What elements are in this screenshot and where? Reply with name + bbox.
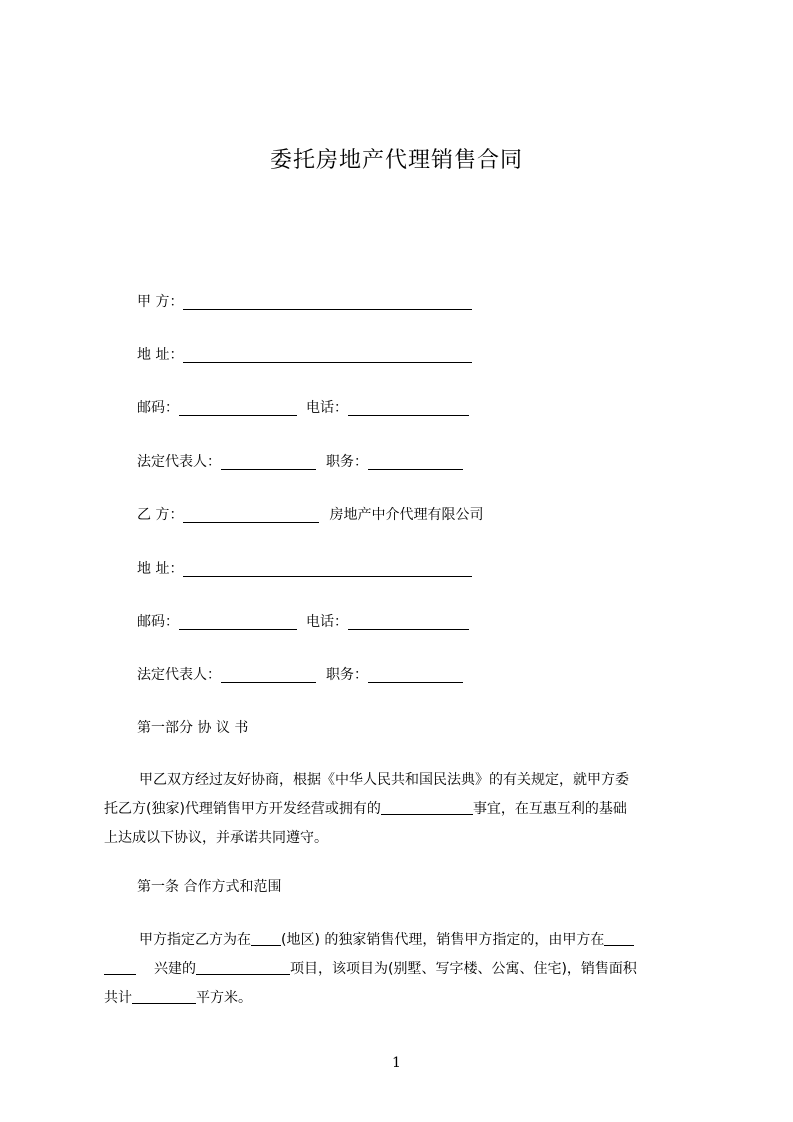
intro-paragraph [104, 766, 698, 853]
party-b-postcode-blank[interactable] [179, 613, 297, 630]
party-b-rep-label: 法定代表人： [137, 667, 221, 683]
party-a-address-row [137, 345, 472, 365]
party-b-rep-blank[interactable] [221, 666, 316, 683]
location-blank-continued[interactable] [104, 959, 136, 975]
intro-matter-blank[interactable] [381, 799, 473, 815]
article-one-l3-end: 平方米。 [196, 990, 252, 1006]
party-a-name-row [137, 292, 472, 312]
article-one-l1-middle: (地区) 的独家销售代理，销售甲方指定的，由甲方在 [281, 932, 605, 948]
party-a-phone-label: 电话： [306, 400, 348, 416]
party-a-postcode-blank[interactable] [179, 399, 297, 416]
part-one-heading: 第一部分 协 议 书 [137, 720, 249, 736]
article-one-l1-start: 甲方指定乙方为在 [139, 932, 251, 948]
article-one-heading: 第一条 合作方式和范围 [137, 879, 282, 895]
party-b-address-label: 地 址： [137, 561, 184, 577]
intro-line-2-end: 事宜，在互惠互利的基础 [472, 801, 627, 817]
party-a-position-label: 职务： [326, 454, 368, 470]
party-b-address-blank[interactable] [183, 560, 472, 577]
party-b-name-blank[interactable] [183, 506, 319, 523]
party-a-rep-row [137, 452, 463, 472]
party-b-label: 乙 方： [137, 507, 184, 523]
article-one-line-2 [104, 955, 698, 984]
party-a-postcode-label: 邮码： [137, 400, 179, 416]
article-one-l2-start: 兴建的 [154, 961, 196, 977]
article-one-line-1 [104, 926, 698, 955]
party-b-postcode-label: 邮码： [137, 614, 179, 630]
project-name-blank[interactable] [196, 959, 290, 975]
party-a-name-blank[interactable] [183, 293, 472, 310]
article-one-l2-end: 项目，该项目为(别墅、写字楼、公寓、住宅)，销售面积 [290, 961, 637, 977]
intro-line-1: 甲乙双方经过友好协商，根据《中华人民共和国民法典》的有关规定，就甲方委 [139, 772, 629, 788]
region-blank[interactable] [251, 930, 281, 946]
party-a-rep-blank[interactable] [221, 453, 316, 470]
party-a-rep-label: 法定代表人： [137, 454, 221, 470]
document-title: 委托房地产代理销售合同 [269, 148, 523, 173]
party-b-address-row [137, 559, 472, 579]
party-a-contact-row [137, 398, 469, 418]
party-b-phone-label: 电话： [306, 614, 348, 630]
party-b-contact-row [137, 612, 469, 632]
article-one-l3-start: 共计 [104, 990, 132, 1006]
article-one-line-3 [104, 984, 698, 1013]
party-a-address-label: 地 址： [137, 347, 184, 363]
party-b-rep-row [137, 665, 463, 685]
party-b-position-label: 职务： [326, 667, 368, 683]
article-one-paragraph [104, 926, 698, 1013]
party-a-position-blank[interactable] [368, 453, 463, 470]
intro-line-2 [104, 795, 698, 824]
area-blank[interactable] [132, 988, 196, 1004]
party-a-label: 甲 方： [137, 294, 184, 310]
party-b-company-suffix: 房地产中介代理有限公司 [329, 507, 484, 523]
party-b-phone-blank[interactable] [348, 613, 469, 630]
intro-line-2-start: 托乙方(独家)代理销售甲方开发经营或拥有的 [104, 801, 381, 817]
party-b-position-blank[interactable] [368, 666, 463, 683]
party-a-phone-blank[interactable] [348, 399, 469, 416]
party-b-name-row [137, 505, 483, 525]
party-a-address-blank[interactable] [183, 346, 472, 363]
page-number: 1 [392, 1055, 401, 1071]
location-blank[interactable] [604, 930, 634, 946]
intro-line-3: 上达成以下协议，并承诺共同遵守。 [104, 830, 328, 846]
